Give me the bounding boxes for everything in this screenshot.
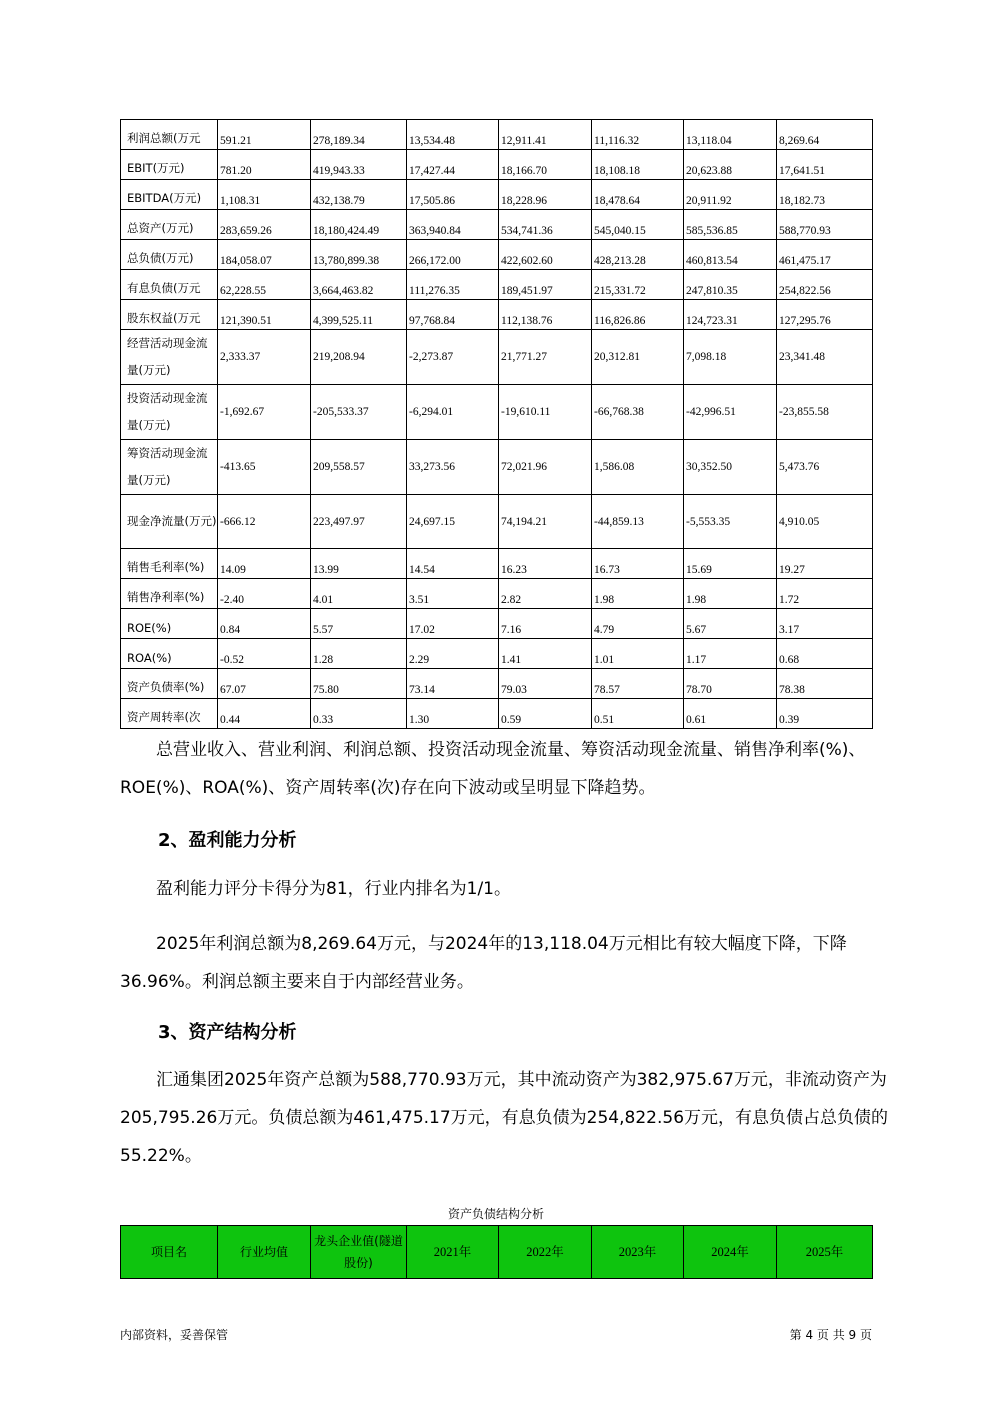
table-cell: 13,534.48 xyxy=(407,120,499,150)
table-cell: 534,741.36 xyxy=(499,210,592,240)
row-label: EBIT(万元) xyxy=(121,150,218,180)
table-cell: 16.23 xyxy=(499,549,592,579)
table-cell: 4,399,525.11 xyxy=(311,300,407,330)
table-cell: 62,228.55 xyxy=(218,270,311,300)
row-label: 销售净利率(%) xyxy=(121,579,218,609)
table-cell: 19.27 xyxy=(777,549,873,579)
profitability-score-text: 盈利能力评分卡得分为81，行业内排名为1/1。 xyxy=(156,879,511,899)
table-cell: 223,497.97 xyxy=(311,495,407,549)
table-cell: -2,273.87 xyxy=(407,330,499,385)
table-cell: 11,116.32 xyxy=(592,120,684,150)
section-heading-profitability: 2、盈利能力分析 xyxy=(158,830,297,851)
table-cell: 283,659.26 xyxy=(218,210,311,240)
financial-indicator-table xyxy=(120,119,873,729)
table-cell: 2.29 xyxy=(407,639,499,669)
table-row xyxy=(121,210,873,240)
table-cell: 17,505.86 xyxy=(407,180,499,210)
table-cell: -5,553.35 xyxy=(684,495,777,549)
table-cell: 74,194.21 xyxy=(499,495,592,549)
table-cell: 460,813.54 xyxy=(684,240,777,270)
table-cell: 591.21 xyxy=(218,120,311,150)
table-cell: 18,166.70 xyxy=(499,150,592,180)
table-cell: -205,533.37 xyxy=(311,385,407,440)
header-cell-2021: 2021年 xyxy=(407,1226,499,1279)
table-row xyxy=(121,240,873,270)
table-cell: 363,940.84 xyxy=(407,210,499,240)
table-cell: 3,664,463.82 xyxy=(311,270,407,300)
table-cell: 30,352.50 xyxy=(684,440,777,495)
table-cell: 124,723.31 xyxy=(684,300,777,330)
table-cell: 215,331.72 xyxy=(592,270,684,300)
table-cell: 1.17 xyxy=(684,639,777,669)
table-cell: 4,910.05 xyxy=(777,495,873,549)
table-cell: 432,138.79 xyxy=(311,180,407,210)
row-label: 总资产(万元) xyxy=(121,210,218,240)
table-cell: 0.68 xyxy=(777,639,873,669)
header-cell-item-name: 项目名 xyxy=(121,1226,218,1279)
table-row xyxy=(121,549,873,579)
header-cell-2025: 2025年 xyxy=(777,1226,873,1279)
table-cell: 419,943.33 xyxy=(311,150,407,180)
table-cell: 18,182.73 xyxy=(777,180,873,210)
table-cell: 75.80 xyxy=(311,669,407,699)
table-cell: 7,098.18 xyxy=(684,330,777,385)
table-cell: 3.17 xyxy=(777,609,873,639)
table-cell: 219,208.94 xyxy=(311,330,407,385)
table-cell: 14.54 xyxy=(407,549,499,579)
table-cell: 13.99 xyxy=(311,549,407,579)
header-cell-leader-value: 龙头企业值(隧道股份) xyxy=(311,1226,407,1279)
table-row xyxy=(121,385,873,440)
table-cell: 422,602.60 xyxy=(499,240,592,270)
table-cell: 588,770.93 xyxy=(777,210,873,240)
table-cell: -1,692.67 xyxy=(218,385,311,440)
table-cell: 20,312.81 xyxy=(592,330,684,385)
table-cell: 189,451.97 xyxy=(499,270,592,300)
table-cell: 12,911.41 xyxy=(499,120,592,150)
table-cell: 0.51 xyxy=(592,699,684,729)
table-cell: 78.70 xyxy=(684,669,777,699)
header-cell-2022: 2022年 xyxy=(499,1226,592,1279)
row-label: 投资活动现金流量(万元) xyxy=(121,385,218,440)
table-cell: 0.39 xyxy=(777,699,873,729)
table-cell: 3.51 xyxy=(407,579,499,609)
table-cell: -666.12 xyxy=(218,495,311,549)
table-cell: 1.98 xyxy=(592,579,684,609)
row-label: EBITDA(万元) xyxy=(121,180,218,210)
header-cell-industry-average: 行业均值 xyxy=(218,1226,311,1279)
row-label: 利润总额(万元 xyxy=(121,120,218,150)
table-cell: 0.44 xyxy=(218,699,311,729)
table-row xyxy=(121,609,873,639)
table-cell: 111,276.35 xyxy=(407,270,499,300)
table-cell: 1.01 xyxy=(592,639,684,669)
table-cell: 17.02 xyxy=(407,609,499,639)
table-row xyxy=(121,270,873,300)
table-cell: 18,228.96 xyxy=(499,180,592,210)
row-label: ROA(%) xyxy=(121,639,218,669)
table-row xyxy=(121,330,873,385)
table-cell: 21,771.27 xyxy=(499,330,592,385)
table-row xyxy=(121,699,873,729)
row-label: 资产负债率(%) xyxy=(121,669,218,699)
table-cell: -44,859.13 xyxy=(592,495,684,549)
table-cell: 17,641.51 xyxy=(777,150,873,180)
table-cell: 33,273.56 xyxy=(407,440,499,495)
table-cell: -66,768.38 xyxy=(592,385,684,440)
table-cell: 8,269.64 xyxy=(777,120,873,150)
table-cell: 2.82 xyxy=(499,579,592,609)
table-cell: 545,040.15 xyxy=(592,210,684,240)
table-row xyxy=(121,180,873,210)
table-cell: 18,478.64 xyxy=(592,180,684,210)
table-cell: 4.79 xyxy=(592,609,684,639)
table-row xyxy=(121,669,873,699)
table-row xyxy=(121,639,873,669)
row-label: 资产周转率(次 xyxy=(121,699,218,729)
table-cell: 7.16 xyxy=(499,609,592,639)
table-cell: 209,558.57 xyxy=(311,440,407,495)
table-cell: 0.84 xyxy=(218,609,311,639)
structure-table-caption: 资产负债结构分析 xyxy=(447,1207,544,1221)
table-cell: 127,295.76 xyxy=(777,300,873,330)
table-cell: 1,586.08 xyxy=(592,440,684,495)
table-cell: 1.28 xyxy=(311,639,407,669)
table-cell: 5,473.76 xyxy=(777,440,873,495)
row-label: 有息负债(万元 xyxy=(121,270,218,300)
row-label: 现金净流量(万元) xyxy=(121,495,218,549)
table-cell: 20,911.92 xyxy=(684,180,777,210)
table-cell: 428,213.28 xyxy=(592,240,684,270)
table-cell: 15.69 xyxy=(684,549,777,579)
table-cell: 184,058.07 xyxy=(218,240,311,270)
financial-table-body xyxy=(121,120,873,729)
table-row xyxy=(121,150,873,180)
table-cell: 0.59 xyxy=(499,699,592,729)
table-cell: 24,697.15 xyxy=(407,495,499,549)
asset-structure-text: 汇通集团2025年资产总额为588,770.93万元，其中流动资产为382,975.67万元，非流动资产为205,795.26万元。负债总额为461,475.17万元，有息负债为254,822.56万元，有息负债占总负债的55.22%。 xyxy=(120,1070,889,1166)
table-cell: 67.07 xyxy=(218,669,311,699)
table-cell: 4.01 xyxy=(311,579,407,609)
table-cell: 78.57 xyxy=(592,669,684,699)
table-cell: 78.38 xyxy=(777,669,873,699)
row-label: 销售毛利率(%) xyxy=(121,549,218,579)
table-cell: -0.52 xyxy=(218,639,311,669)
table-cell: 0.61 xyxy=(684,699,777,729)
table-cell: 1.41 xyxy=(499,639,592,669)
table-cell: 5.67 xyxy=(684,609,777,639)
table-cell: 0.33 xyxy=(311,699,407,729)
table-cell: 1.72 xyxy=(777,579,873,609)
table-row xyxy=(121,495,873,549)
table-cell: 23,341.48 xyxy=(777,330,873,385)
table-cell: 278,189.34 xyxy=(311,120,407,150)
table-cell: 72,021.96 xyxy=(499,440,592,495)
section-heading-asset-structure: 3、资产结构分析 xyxy=(158,1022,297,1043)
table-cell: 266,172.00 xyxy=(407,240,499,270)
profit-analysis-text: 2025年利润总额为8,269.64万元，与2024年的13,118.04万元相比有较大幅度下降，下降36.96%。利润总额主要来自于内部经营业务。 xyxy=(120,934,847,992)
table-cell: 1.98 xyxy=(684,579,777,609)
table-cell: 18,108.18 xyxy=(592,150,684,180)
table-cell: 247,810.35 xyxy=(684,270,777,300)
asset-liability-structure-table xyxy=(120,1225,873,1279)
header-cell-2024: 2024年 xyxy=(684,1226,777,1279)
table-cell: 18,180,424.49 xyxy=(311,210,407,240)
table-cell: 73.14 xyxy=(407,669,499,699)
table-cell: 781.20 xyxy=(218,150,311,180)
table-cell: 16.73 xyxy=(592,549,684,579)
table-cell: -23,855.58 xyxy=(777,385,873,440)
table-cell: -2.40 xyxy=(218,579,311,609)
table-cell: 1,108.31 xyxy=(218,180,311,210)
table-cell: 112,138.76 xyxy=(499,300,592,330)
table-row xyxy=(121,300,873,330)
table-cell: 1.30 xyxy=(407,699,499,729)
table-cell: -19,610.11 xyxy=(499,385,592,440)
table-cell: -6,294.01 xyxy=(407,385,499,440)
table-cell: 79.03 xyxy=(499,669,592,699)
table-row xyxy=(121,440,873,495)
row-label: 筹资活动现金流量(万元) xyxy=(121,440,218,495)
row-label: ROE(%) xyxy=(121,609,218,639)
table-cell: 97,768.84 xyxy=(407,300,499,330)
structure-table-header-row xyxy=(121,1226,873,1279)
table-cell: 13,780,899.38 xyxy=(311,240,407,270)
table-cell: -413.65 xyxy=(218,440,311,495)
summary-paragraph: 总营业收入、营业利润、利润总额、投资活动现金流量、筹资活动现金流量、销售净利率(%)、ROE(%)、ROA(%)、资产周转率(次)存在向下波动或呈明显下降趋势。 xyxy=(120,740,866,798)
row-label: 总负债(万元) xyxy=(121,240,218,270)
footer-page-number: 第 4 页 共 9 页 xyxy=(789,1328,872,1342)
table-cell: 17,427.44 xyxy=(407,150,499,180)
table-row xyxy=(121,579,873,609)
table-cell: 14.09 xyxy=(218,549,311,579)
table-cell: 461,475.17 xyxy=(777,240,873,270)
table-cell: 121,390.51 xyxy=(218,300,311,330)
table-cell: 20,623.88 xyxy=(684,150,777,180)
row-label: 股东权益(万元 xyxy=(121,300,218,330)
table-row xyxy=(121,120,873,150)
header-cell-2023: 2023年 xyxy=(592,1226,684,1279)
table-cell: 585,536.85 xyxy=(684,210,777,240)
table-cell: 116,826.86 xyxy=(592,300,684,330)
table-cell: 2,333.37 xyxy=(218,330,311,385)
table-cell: 5.57 xyxy=(311,609,407,639)
table-cell: -42,996.51 xyxy=(684,385,777,440)
row-label: 经营活动现金流量(万元) xyxy=(121,330,218,385)
table-cell: 254,822.56 xyxy=(777,270,873,300)
table-cell: 13,118.04 xyxy=(684,120,777,150)
footer-confidential-note: 内部资料，妥善保管 xyxy=(120,1328,229,1342)
